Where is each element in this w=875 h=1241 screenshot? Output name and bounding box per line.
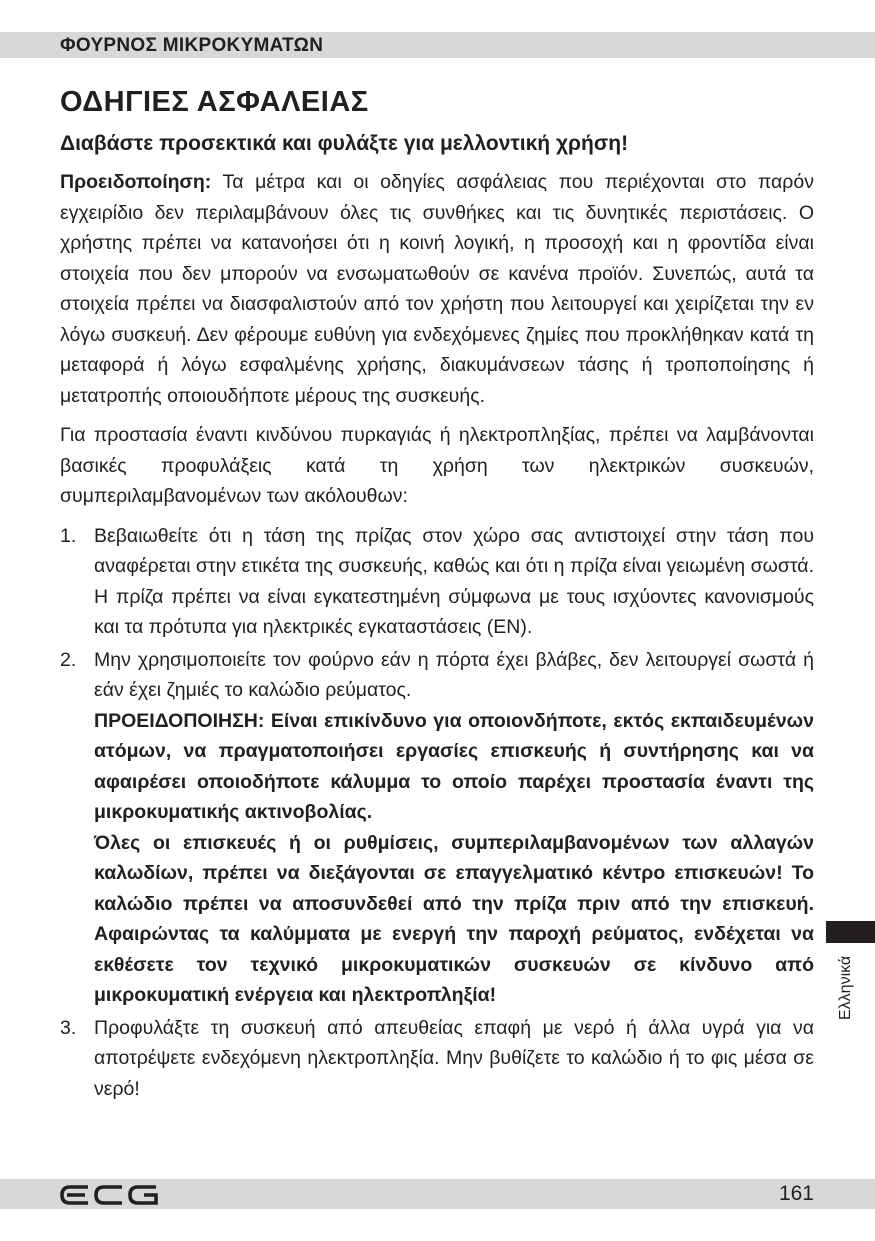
list-item [60, 521, 814, 643]
warning-text: Όλες οι επισκευές ή οι ρυθμίσεις, συμπεριλαμβανομένων των αλλαγών καλωδίων, πρέπει να διεξάγονται σε επαγγελματικό κέντρο επισκευών! Το καλώδιο πρέπει να αποσυνδεθεί από την πρίζα πριν από την επισκευή. Αφαιρώντας τα καλύμματα με ενεργή την παροχή ρεύματος, ενδέχεται να εκθέσετε τον τεχνικό μικροκυματικών συσκευών σε κίνδυνο από μικροκυματική ενέργεια και ηλεκτροπληξία! [94, 831, 814, 1006]
page-subtitle: Διαβάστε προσεκτικά και φυλάξτε για μελλοντική χρήση! [60, 132, 629, 155]
page-title: ΟΔΗΓΙΕΣ ΑΣΦΑΛΕΙΑΣ [60, 86, 369, 118]
protection-paragraph: Για προστασία έναντι κινδύνου πυρκαγιάς ή ηλεκτροπληξίας, πρέπει να λαμβάνονται βασικές προφυλάξεις κατά τη χρήση των ηλεκτρικών συσκευών, συμπεριλαμβανομένων των ακόλουθων: [60, 424, 814, 507]
list-item-text: Μην χρησιμοποιείτε τον φούρνο εάν η πόρτα έχει βλάβες, δεν λειτουργεί σωστά ή εάν έχει ζημιές το καλώδιο ρεύματος. [94, 648, 814, 701]
section-header: ΦΟΥΡΝΟΣ ΜΙΚΡΟΚΥΜΑΤΩΝ [60, 35, 324, 56]
ecg-logo-icon [60, 1185, 158, 1205]
list-item-text: Προφυλάξτε τη συσκευή από απευθείας επαφή με νερό ή άλλα υγρά για να αποτρέψετε ενδεχόμενη ηλεκτροπληξία. Μην βυθίζετε το καλώδιο ή το φις μέσα σε νερό! [94, 1016, 814, 1100]
body-content [60, 167, 814, 1106]
list-item [60, 1013, 814, 1105]
intro-text: Τα μέτρα και οι οδηγίες ασφάλειας που περιέχονται στο παρόν εγχειρίδιο δεν περιλαμβάνουν όλες τις συνθήκες και τις δυνητικές περιστάσεις. Ο χρήστης πρέπει να κατανοήσει ότι η κοινή λογική, η προσοχή και η φροντίδα είναι στοιχεία που δεν μπορούν να ενσωματωθούν σε κανένα προϊόν. Συνεπώς, αυτά τα στοιχεία πρέπει να διασφαλιστούν από τον χρήστη που λειτουργεί και χειρίζεται την εν λόγω συσκευή. Δεν φέρουμε ευθύνη για ενδεχόμενες ζημίες που προκλήθηκαν κατά τη μεταφορά ή λόγω εσφαλμένης χρήσης, διακυμάνσεων τάσης ή τροποποίησης ή μετατροπής οποιουδήποτε μέρους της συσκευής. [60, 171, 814, 407]
list-number: 2. [60, 648, 77, 671]
list-item [60, 645, 814, 1011]
list-number: 1. [60, 524, 77, 547]
ecg-logo [60, 1185, 158, 1210]
intro-lead: Προειδοποίηση: [60, 171, 212, 193]
warning-text: ΠΡΟΕΙΔΟΠΟΙΗΣΗ: Είναι επικίνδυνο για οποιονδήποτε, εκτός εκπαιδευμένων ατόμων, να πραγματοποιήσει εργασίες επισκευής ή συντήρησης και να αφαιρέσει οποιοδήποτε κάλυμμα το οποίο παρέχει προστασία έναντι της μικροκυματικής ακτινοβολίας. [94, 709, 814, 823]
language-tab-label: Ελληνικά [837, 955, 854, 1020]
list-item-text: Βεβαιωθείτε ότι η τάση της πρίζας στον χώρο σας αντιστοιχεί στην τάση που αναφέρεται στην ετικέτα της συσκευής, καθώς και ότι η πρίζα είναι γειωμένη σωστά. Η πρίζα πρέπει να είναι εγκατεστημένη σύμφωνα με τους ισχύοντες κανονισμούς και τα πρότυπα για ηλεκτρικές εγκαταστάσεις (EN). [94, 524, 814, 638]
safety-list [60, 521, 814, 1105]
intro-paragraph [60, 167, 814, 411]
page-number: 161 [778, 1182, 814, 1205]
list-number: 3. [60, 1016, 77, 1039]
language-tab-marker [826, 921, 875, 943]
